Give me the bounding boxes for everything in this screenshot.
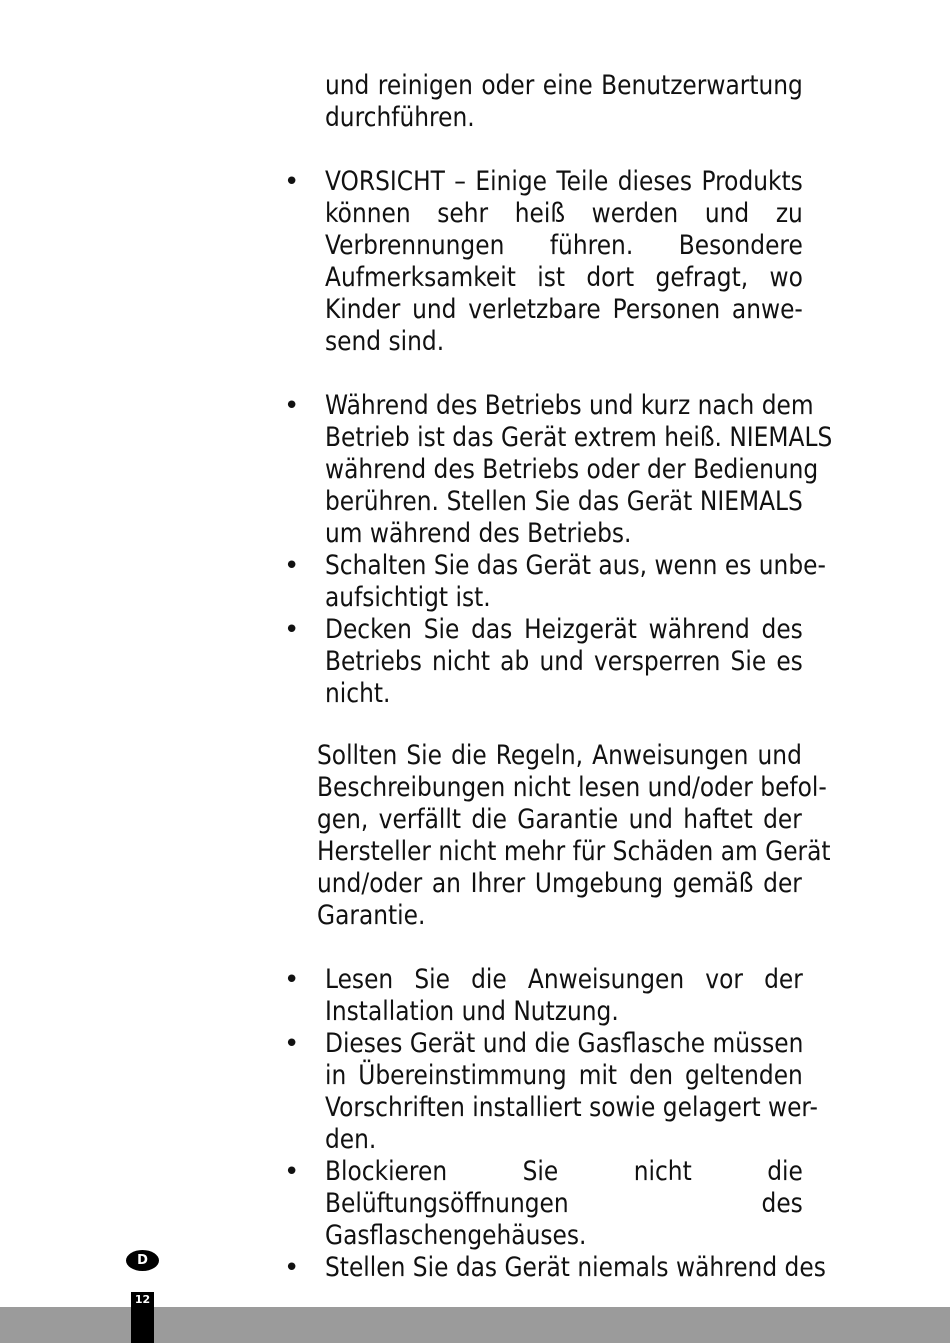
text-line: aufsichtigt ist. <box>325 582 491 613</box>
text-line: VORSICHT – Einige Teile dieses Produkts <box>325 166 803 197</box>
text-line: Blockieren Sie nicht die <box>325 1156 803 1187</box>
text-line: Hersteller nicht mehr für Schäden am Gerät <box>317 836 831 867</box>
text-line: und reinigen oder eine Benutzerwartung <box>325 70 803 101</box>
text-line: um während des Betriebs. <box>325 518 632 549</box>
text-line: Beschreibungen nicht lesen und/oder befol- <box>317 772 827 803</box>
text-line: Garantie. <box>317 900 426 931</box>
text-line: Betrieb ist das Gerät extrem heiß. NIEMALS <box>325 422 833 453</box>
language-badge: D <box>126 1250 159 1271</box>
text-line: Belüftungsöffnungen des <box>325 1188 803 1219</box>
bullet-marker: • <box>284 1157 300 1187</box>
page-number: 12 <box>134 1293 151 1306</box>
text-line: Verbrennungen führen. Besondere <box>325 230 803 261</box>
text-line: Kinder und verletzbare Personen anwe- <box>325 294 803 325</box>
text-line: gen, verfällt die Garantie und haftet der <box>317 804 802 835</box>
bullet-marker: • <box>284 615 300 645</box>
bullet-marker: • <box>284 391 300 421</box>
text-line: Betriebs nicht ab und versperren Sie es <box>325 646 803 677</box>
text-line: durchführen. <box>325 102 475 133</box>
text-line: Decken Sie das Heizgerät während des <box>325 614 803 645</box>
bullet-marker: • <box>284 1253 300 1283</box>
text-line: Gasflaschengehäuses. <box>325 1220 587 1251</box>
bullet-marker: • <box>284 965 300 995</box>
text-line: Sollten Sie die Regeln, Anweisungen und <box>317 740 802 771</box>
bullet-marker: • <box>284 1029 300 1059</box>
bullet-marker: • <box>284 551 300 581</box>
text-line: Aufmerksamkeit ist dort gefragt, wo <box>325 262 803 293</box>
text-line: Vorschriften installiert sowie gelagert wer- <box>325 1092 818 1123</box>
text-line: Stellen Sie das Gerät niemals während des <box>325 1252 826 1283</box>
text-line: während des Betriebs oder der Bedienung <box>325 454 819 485</box>
text-line: Dieses Gerät und die Gasflasche müssen <box>325 1028 804 1059</box>
text-line: Schalten Sie das Gerät aus, wenn es unbe- <box>325 550 826 581</box>
text-line: berühren. Stellen Sie das Gerät NIEMALS <box>325 486 803 517</box>
text-line: nicht. <box>325 678 391 709</box>
text-line: können sehr heiß werden und zu <box>325 198 803 229</box>
text-line: in Übereinstimmung mit den geltenden <box>325 1060 803 1091</box>
text-line: send sind. <box>325 326 445 357</box>
text-line: Lesen Sie die Anweisungen vor der <box>325 964 803 995</box>
text-line: und/oder an Ihrer Umgebung gemäß der <box>317 868 802 899</box>
text-line: den. <box>325 1124 377 1155</box>
bullet-marker: • <box>284 167 300 197</box>
text-line: Installation und Nutzung. <box>325 996 619 1027</box>
text-line: Während des Betriebs und kurz nach dem <box>325 390 814 421</box>
